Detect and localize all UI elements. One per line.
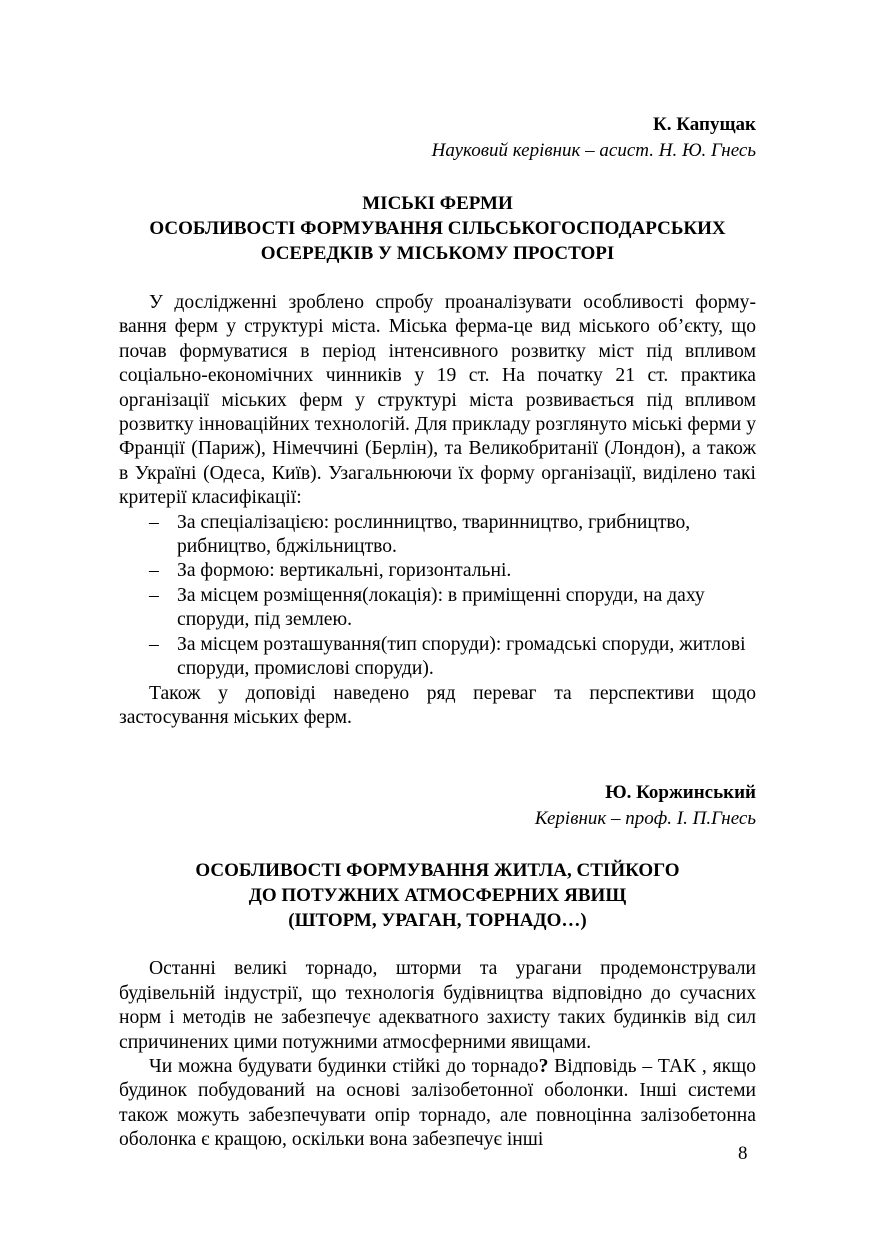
list-item-text: За місцем розміщення(локація): в приміщенні споруди, на даху споруди, під землею.	[177, 584, 705, 631]
list-item	[119, 633, 756, 682]
body-paragraph: Останні великі торнадо, шторми та урагани продемонстрували будівельній індустрії, що технологія будівництва відповідно до сучасних норм і методів не забезпечує адекватного захисту таких будинків від сил спричинених цими потужними атмосферними явищами.	[119, 958, 756, 1053]
paragraph-text: Чи можна будувати будинки стійкі до торнадо	[149, 1055, 539, 1077]
dash-marker: –	[149, 560, 159, 582]
title-line: МІСЬКІ ФЕРМИ	[362, 193, 513, 214]
conclusion-paragraph: Також у доповіді наведено ряд переваг та перспективи щодо застосування міських ферм.	[119, 682, 756, 728]
page-content	[119, 112, 756, 1153]
intro-paragraph: У дослідженні зроблено спробу проаналізувати особливості формування ферм у структурі міста. Міська ферма-це вид міського об’єкту, що почав формуватися в період інтенсивного розвитку міст під впливом соціально-економічних чинників у 19 ст. На початку 21 ст. практика організації міських ферм у структурі міста розвивається під впливом розвитку інноваційних технологій. Для прикладу розглянуто міські ферми у Франції (Париж), Німеччині (Берлін), та Великобританії (Лондон), а також в Україні (Одеса, Київ). Узагальнюючи їх форму організації, виділено такі критерії класифікації:	[119, 292, 756, 509]
list-item	[119, 511, 756, 560]
list-item-text: За спеціалізацією: рослинництво, тваринництво, грибництво, рибництво, бджільництво.	[177, 511, 691, 558]
article-urban-farms	[119, 112, 756, 730]
author-name: Ю. Коржинський	[605, 782, 756, 804]
supervisor-line: Керівник – проф. І. П.Гнесь	[534, 808, 756, 830]
list-item-text: За формою: вертикальні, горизонтальні.	[177, 560, 512, 582]
body-paragraph	[119, 1055, 756, 1153]
article-title	[119, 858, 756, 933]
paragraph-text: Відповідь – ТАК , якщо будинок побудований на основі залізобетонної оболонки. Інші системи також можуть забезпечувати опір торнадо, але повноцінна залізобетонна оболонка є кращою, оскільки вона забезпечує інші	[119, 1055, 756, 1151]
list-item	[119, 559, 756, 583]
dash-marker: –	[149, 511, 159, 533]
author-name: К. Капущак	[653, 114, 756, 135]
page-number: 8	[738, 1143, 748, 1164]
dash-marker: –	[149, 633, 159, 655]
list-item	[119, 584, 756, 633]
title-line: (ШТОРМ, УРАГАН, ТОРНАДО…)	[288, 910, 587, 932]
dash-marker: –	[149, 584, 159, 606]
article-storm-resistant-housing	[119, 780, 756, 1152]
title-line: ОСЕРЕДКІВ У МІСЬКОМУ ПРОСТОРІ	[260, 243, 615, 264]
classification-list	[119, 511, 756, 682]
title-line: ОСОБЛИВОСТІ ФОРМУВАННЯ ЖИТЛА, СТІЙКОГО	[195, 860, 680, 882]
list-item-text: За місцем розташування(тип споруди): громадські споруди, житлові споруди, промислові споруди).	[177, 633, 746, 680]
article-title	[119, 191, 756, 266]
question-mark: ?	[538, 1055, 549, 1077]
title-line: ДО ПОТУЖНИХ АТМОСФЕРНИХ ЯВИЩ	[248, 885, 627, 907]
supervisor-line: Науковий керівник – асист. Н. Ю. Гнесь	[431, 140, 756, 161]
title-line: ОСОБЛИВОСТІ ФОРМУВАННЯ СІЛЬСЬКОГОСПОДАРСЬКИХ	[149, 218, 726, 239]
